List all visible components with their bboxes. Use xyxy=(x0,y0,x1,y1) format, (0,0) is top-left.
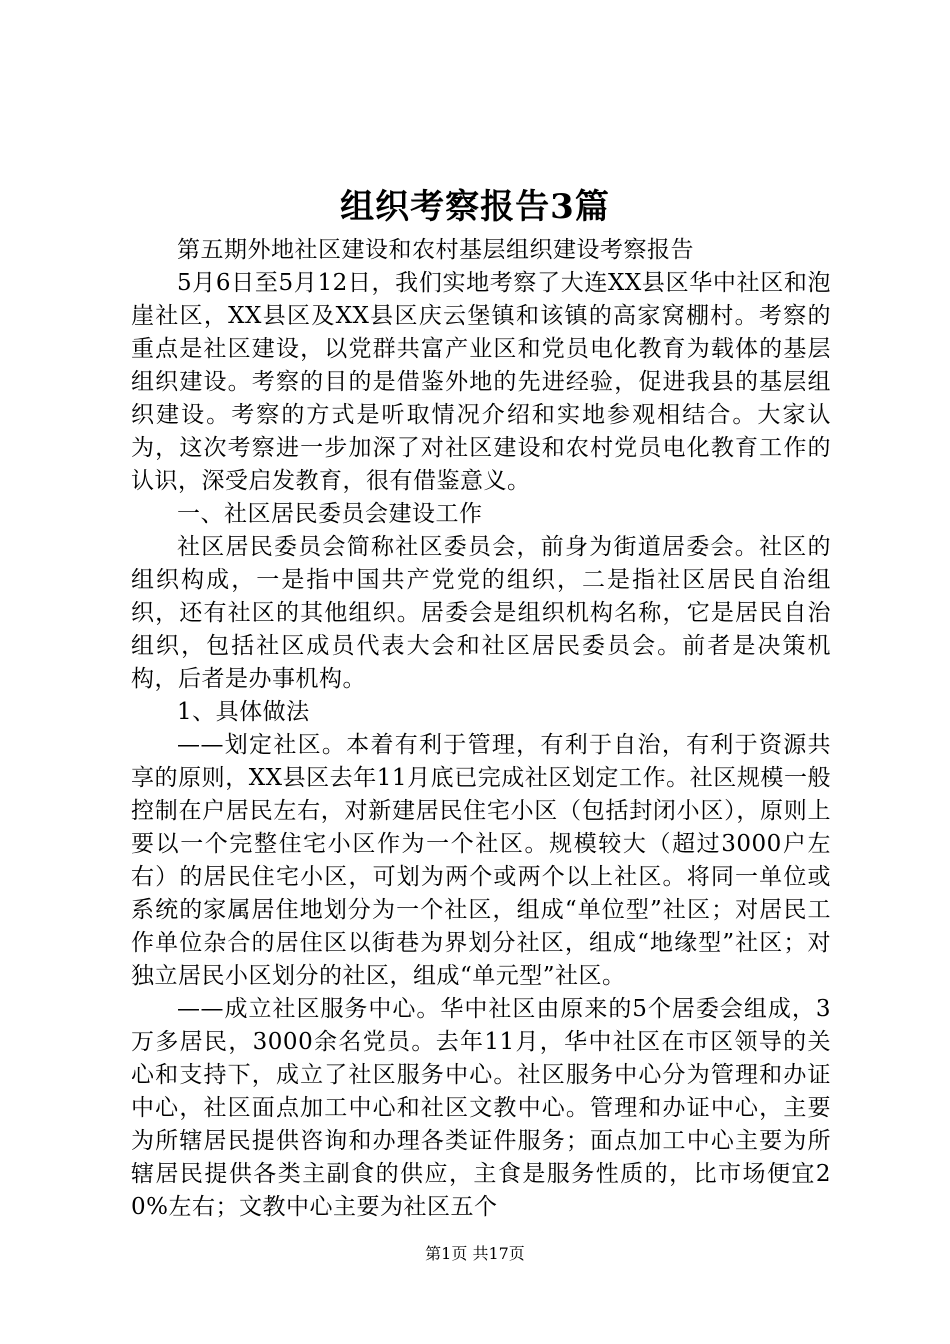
section-heading-1: 一、社区居民委员会建设工作 xyxy=(177,501,483,527)
page-footer: 第1页 共17页 xyxy=(425,1244,525,1263)
body-paragraph: 社区居民委员会简称社区委员会，前身为街道居委会。社区的组织构成，一是指中国共产党党的组织，二是指社区居民自治组织，还有社区的其他组织。居委会是组织机构名称，它是居民自治组织，包括社区成员代表大会和社区居民委员会。前者是决策机构，后者是办事机构。 xyxy=(131,534,831,692)
body-paragraph: ——划定社区。本着有利于管理，有利于自治，有利于资源共享的原则，XX县区去年11月底已完成社区划定工作。社区规模一般控制在户居民左右，对新建居民住宅小区（包括封闭小区），原则上要以一个完整住宅小区作为一个社区。规模较大（超过3000户左右）的居民住宅小区，可划为两个或两个以上社区。将同一单位或系统的家属居住地划分为一个社区，组成“单位型”社区；对居民工作单位杂合的居住区以街巷为界划分社区，组成“地缘型”社区；对独立居民小区划分的社区，组成“单元型”社区。 xyxy=(131,732,831,989)
intro-paragraph: 5月6日至5月12日，我们实地考察了大连XX县区华中社区和泡崖社区，XX县区及XX县区庆云堡镇和该镇的高家窝棚村。考察的重点是社区建设，以党群共富产业区和党员电化教育为载体的基层组织建设。考察的目的是借鉴外地的先进经验，促进我县的基层组织建设。考察的方式是听取情况介绍和实地参观相结合。大家认为，这次考察进一步加深了对社区建设和农村党员电化教育工作的认识，深受启发教育，很有借鉴意义。 xyxy=(131,270,831,494)
document-body xyxy=(131,234,831,1224)
subsection-heading: 1、具体做法 xyxy=(177,699,310,725)
document-title: 组织考察报告3篇 xyxy=(340,187,610,227)
subtitle-paragraph: 第五期外地社区建设和农村基层组织建设考察报告 xyxy=(177,237,694,263)
body-paragraph: ——成立社区服务中心。华中社区由原来的5个居委会组成，3万多居民，3000余名党员。去年11月，华中社区在市区领导的关心和支持下，成立了社区服务中心。社区服务中心分为管理和办证中心，社区面点加工中心和社区文教中心。管理和办证中心，主要为所辖居民提供咨询和办理各类证件服务；面点加工中心主要为所辖居民提供各类主副食的供应，主食是服务性质的，比市场便宜20%左右；文教中心主要为社区五个 xyxy=(131,996,831,1220)
